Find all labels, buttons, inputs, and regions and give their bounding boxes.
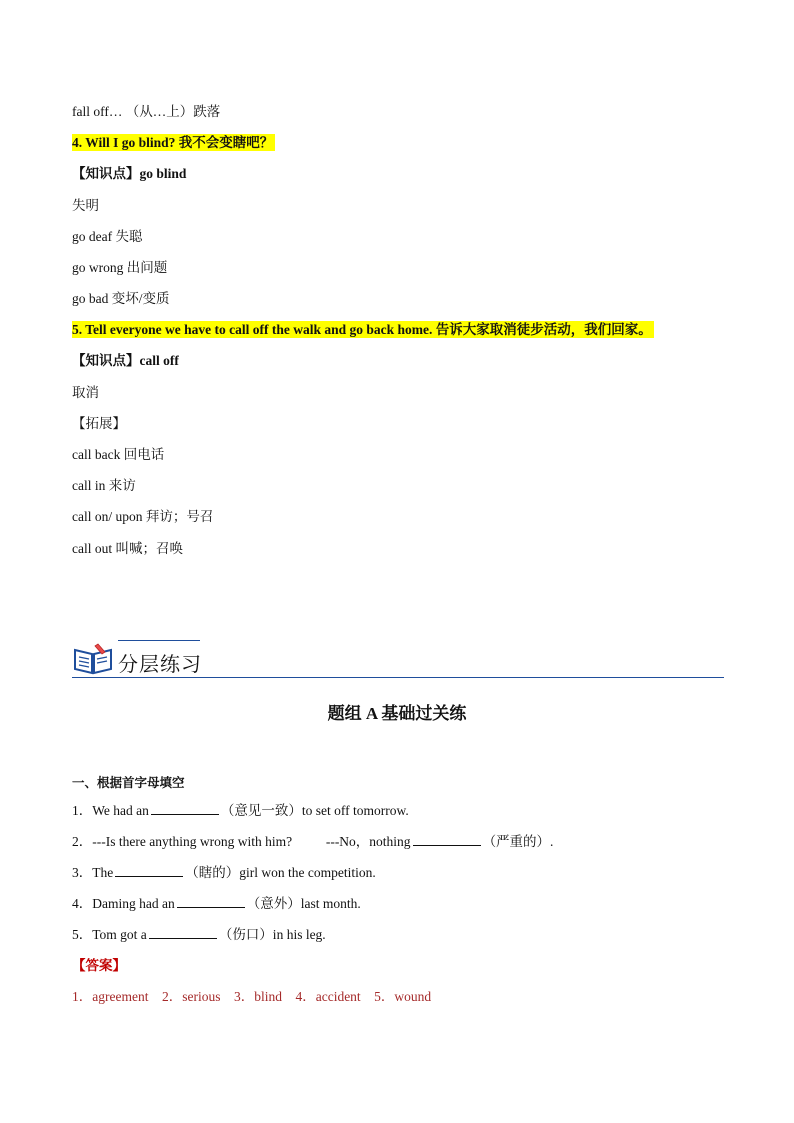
open-book-icon [72, 642, 114, 676]
exercise-heading: 一、根据首字母填空 [72, 775, 185, 790]
answer-blank-2[interactable] [413, 832, 481, 846]
question-4-suffix: （意外）last month. [246, 896, 361, 911]
question-1-suffix: （意见一致）to set off tomorrow. [220, 803, 409, 818]
knowledge-label: 【知识点】 [72, 353, 140, 368]
question-1-prefix: 1．We had an [72, 803, 149, 818]
text-call-in: call in 来访 [72, 478, 136, 493]
question-3 [72, 863, 376, 882]
text-meaning-cancel: 取消 [72, 385, 99, 400]
group-title: 题组 A 基础过关练 [327, 704, 467, 723]
answer-label: 【答案】 [72, 958, 126, 973]
answer-blank-3[interactable] [115, 863, 183, 877]
section-title: 分层练习 [118, 652, 202, 676]
text-call-on-upon: call on/ upon 拜访；号召 [72, 509, 214, 524]
answer-blank-1[interactable] [151, 801, 219, 815]
question-4-prefix: 4．Daming had an [72, 896, 175, 911]
question-3-suffix: （瞎的）girl won the competition. [185, 865, 376, 880]
knowledge-term: go blind [139, 166, 187, 181]
question-1 [72, 801, 409, 820]
knowledge-point-call-off [72, 352, 179, 370]
text-go-bad: go bad 变坏/变质 [72, 291, 170, 306]
question-2-prefix: 2．---Is there anything wrong with him? ---No，nothing [72, 834, 411, 849]
highlighted-sentence-5: 5. Tell everyone we have to call off the walk and go back home. 告诉大家取消徒步活动，我们回家。 [72, 322, 652, 337]
text-meaning-blind: 失明 [72, 198, 99, 213]
question-4 [72, 894, 361, 913]
question-3-prefix: 3．The [72, 865, 114, 880]
question-5-prefix: 5．Tom got a [72, 927, 147, 942]
answer-blank-4[interactable] [177, 894, 245, 908]
text-go-wrong: go wrong 出问题 [72, 260, 168, 275]
question-5 [72, 925, 326, 944]
text-call-back: call back 回电话 [72, 447, 165, 462]
answer-key: 1．agreement 2．serious 3．blind 4．accident 5．wound [72, 989, 432, 1004]
knowledge-term: call off [139, 353, 179, 368]
text-fall-off: fall off… （从…上）跌落 [72, 104, 221, 119]
expansion-label: 【拓展】 [72, 416, 126, 431]
heading-point-4 [72, 134, 275, 152]
question-2 [72, 832, 553, 851]
knowledge-label: 【知识点】 [72, 166, 140, 181]
text-call-out: call out 叫喊；召唤 [72, 541, 183, 556]
section-rule-top [118, 640, 200, 641]
question-2-suffix: （严重的）. [482, 834, 554, 849]
heading-point-5 [72, 321, 654, 339]
text-go-deaf: go deaf 失聪 [72, 229, 143, 244]
section-divider [72, 677, 724, 678]
highlighted-sentence-4: 4. Will I go blind? 我不会变瞎吧？ [72, 135, 274, 150]
answer-blank-5[interactable] [149, 925, 217, 939]
question-5-suffix: （伤口）in his leg. [218, 927, 326, 942]
knowledge-point-go-blind [72, 165, 186, 183]
